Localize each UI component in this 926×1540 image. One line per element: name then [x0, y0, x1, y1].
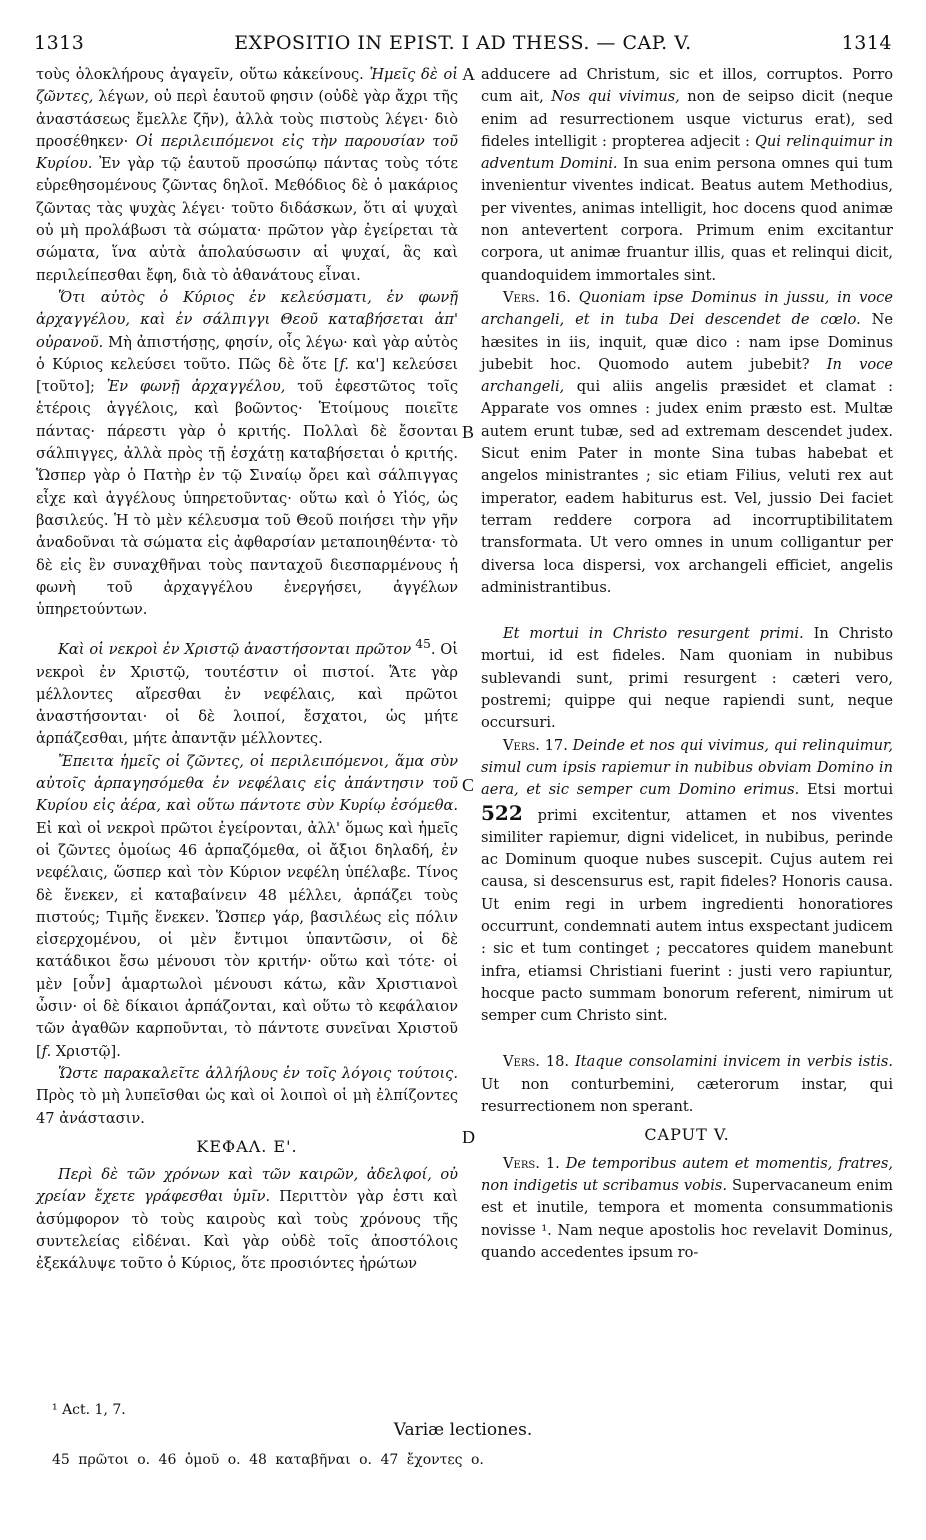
latin-lemma: Qui relinquimur in adventum Domini.: [481, 132, 893, 173]
section-marker-c: C: [462, 775, 475, 795]
greek-lemma: Καὶ οἱ νεκροὶ ἐν Χριστῷ ἀναστήσονται πρῶτον: [58, 641, 412, 659]
greek-paragraph-3: [36, 633, 458, 750]
greek-paragraph-2: [36, 287, 458, 621]
greek-text: Περιττὸν γὰρ ἐστι καὶ ἀσύμφορον τὸ τοὺς καιροὺς καὶ τοὺς χρόνους τῆς συντελείας εἰδέναι. Καὶ γὰρ οὐδὲ τοῖς ἀποστόλοις ἐξεκάλυψε τοῦτο ὁ Κύριος, ὅτε προσιόντες ἠρώτων: [36, 1188, 458, 1273]
latin-lemma: De temporibus autem et momentis, fratres, non indigetis ut scribamus vobis.: [481, 1154, 894, 1194]
greek-lemma: Περὶ δὲ τῶν χρόνων καὶ τῶν καιρῶν, ἀδελφοί, οὐ χρείαν ἔχετε γράφεσθαι ὑμῖν.: [36, 1166, 458, 1206]
latin-paragraph-4: [481, 735, 893, 1028]
latin-text: Ne hæsites in iis, inquit, quæ dico : nam ipse Dominus jubebit hoc. Quomodo autem jubebit?: [481, 311, 893, 373]
latin-text: qui aliis angelis præsidet et clamat : Apparate vos omnes : judex enim præsto est. Multæ autem erunt tubæ, sed ad extremam descendet judex. Sicut enim Pater in monte Sina tubas habebat et angelos ministrantes ; sic etiam Filius, veluti rex aut imperator, eadem habiturus est. Vel, jussio Dei faciet terram reddere corpora ad incorruptibilitatem transformata. Ut vero omnes in unum colligantur per diversa loca dispersi, vox archangeli efficiet, angelis administrantibus.: [481, 378, 893, 596]
latin-text: In sua enim persona omnes qui tum invenientur viventes indicat. Beatus autem Methodius, per viventes, animas intelligit, hoc docens quod animæ non antevertent corpora. Primum enim excitantur corpora, ut animæ fruantur illis, quas et relinqui dicit, quandoquidem immortales sint.: [481, 155, 893, 284]
greek-note: f.: [339, 355, 350, 373]
greek-footnote-ref: 45: [411, 637, 431, 652]
greek-text: Χριστῷ].: [51, 1042, 121, 1060]
greek-lemma: Ἔπειτα ἡμεῖς οἱ ζῶντες, οἱ περιλειπόμενοι, ἅμα σὺν αὐτοῖς ἁρπαγησόμεθα ἐν νεφέλαις εἰς ἀπάντησιν τοῦ Κυρίου εἰς ἀέρα, καὶ οὕτω πάντοτε σὺν Κυρίῳ ἐσόμεθα.: [36, 752, 458, 815]
latin-text: adducere ad Christum, sic et illos, corruptos. Porro cum ait,: [481, 66, 893, 106]
latin-paragraph-6: [481, 1153, 893, 1264]
greek-lemma: Ὅτι αὐτὸς ὁ Κύριος ἐν κελεύσματι, ἐν φωνῇ ἀρχαγγέλου, καὶ ἐν σάλπιγγι Θεοῦ καταβήσεται ἀπ' οὐρανοῦ.: [36, 288, 458, 351]
greek-column: [36, 64, 458, 1276]
column-number: 522: [481, 800, 523, 825]
page-number-left: 1313: [34, 32, 85, 54]
verse-label: Vers. 16.: [503, 288, 571, 306]
page-header: [34, 32, 892, 62]
latin-text: Etsi mortui: [799, 781, 893, 799]
greek-text: τοῦ ἐφεστῶτος τοῖς ἑτέροις ἀγγέλοις, καὶ βοῶντος· Ἑτοίμους ποιεῖτε πάντας· πάρεστι γὰρ ὁ κριτής. Πολλαὶ δὲ ἔσονται σάλπιγγες, ἀλλὰ πρὸς τῇ ἐσχάτῃ καταβήσεται ὁ κριτής. Ὥσπερ γὰρ ὁ Πατὴρ ἐν τῷ Σιναίῳ ὄρει καὶ σάλπιγγας εἶχε καὶ ἀγγέλους ὑπηρετοῦντας· οὕτω καὶ ὁ Υἱός, ὡς βασιλεύς. Ἡ τὸ μὲν κέλευσμα τοῦ Θεοῦ ποιήσει τὴν γῆν ἀναδοῦναι τὰ σώματα εἰς ἀφθαρσίαν μεταποιηθέντα· τὸ δὲ εἰς ἓν συναχθῆναι τοὺς πανταχοῦ διεσπαρμένους ἡ φωνὴ τοῦ ἀρχαγγέλου ἐνεργήσει, ἀγγέλων ὑπηρετούντων.: [36, 378, 458, 619]
page-number-right: 1314: [841, 32, 892, 54]
running-title: EXPOSITIO IN EPIST. I AD THESS. — CAP. V.: [234, 32, 692, 54]
greek-chapter-heading: ΚΕΦΑΛ. Ε'.: [196, 1136, 298, 1156]
greek-text: . Οἱ νεκροὶ ἐν Χριστῷ, τουτέστιν οἱ πιστοί. Ἅτε γὰρ μέλλοντες αἴρεσθαι ἐν νεφέλαις, καὶ πρῶτοι ἀναστήσονται· οἱ δὲ λοιποί, ἔσχατοι, ὡς μήτε ἁρπάζεσθαι, μήτε ἀπαντᾷν μέλλοντες.: [36, 641, 458, 748]
greek-text: κα'] κελεύσει [τοῦτο];: [36, 355, 458, 396]
greek-lemma: Ἡμεῖς δὲ οἱ ζῶντες,: [36, 66, 458, 106]
greek-text: λέγων, οὐ περὶ ἑαυτοῦ φησιν (οὐδὲ γὰρ ἄχρι τῆς ἀναστάσεως ἔμελλε ζῆν), ἀλλὰ τοὺς πιστοὺς λέγει· διὸ προσέθηκεν·: [36, 88, 458, 150]
greek-lemma: Ὥστε παρακαλεῖτε ἀλλήλους ἐν τοῖς λόγοις τούτοις.: [58, 1064, 458, 1082]
latin-text: non de seipso dicit (neque enim ad resurrectionem usque victurus erat), sed fideles intelligit : propterea adjecit :: [481, 88, 893, 150]
greek-paragraph-6: [36, 1164, 458, 1275]
greek-text: Ἐν γὰρ τῷ ἑαυτοῦ προσώπῳ πάντας τοὺς τότε εὑρεθησομένους ζῶντας δηλοῖ. Μεθόδιος δὲ ὁ μακάριος ζῶντας τὰς ψυχὰς λέγει· τοῦτο διδάσκων, ὅτι αἱ ψυχαὶ οὐ μὴ προλάβωσι τὰ σώματα· πρῶτον γὰρ ἐγείρεται τὰ σώματα, ἵνα αὐτὰ ἀπολαύσωσιν αἱ ψυχαί, ἃς καὶ περιλείπεσθαι ἔφη, διὰ τὸ ἀθανάτους εἶναι.: [36, 155, 458, 284]
greek-text: τοὺς ὁλοκλήρους ἀγαγεῖν, οὕτω κἀκείνους.: [36, 66, 370, 83]
latin-lemma: Et mortui in Christo resurgent primi.: [503, 625, 804, 643]
latin-text: Ut non conturbemini, cæterorum instar, qui resurrectionem non sperant.: [481, 1075, 893, 1116]
greek-paragraph-4: [36, 751, 458, 1063]
verse-label: Vers. 18.: [503, 1053, 570, 1071]
latin-text: Supervacaneum enim est et inutile, tempora et momenta consummationis novisse ¹. Nam neque apostolis hoc revelavit Dominus, quando accedentes ipsum ro-: [481, 1176, 893, 1261]
greek-lemma: Οἱ περιλειπόμενοι εἰς τὴν παρουσίαν τοῦ Κυρίου.: [36, 132, 458, 173]
section-marker-b: B: [462, 422, 475, 442]
latin-lemma: Nos qui vivimus,: [551, 88, 680, 106]
latin-text: primi excitentur, attamen et nos viventes similiter rapiemur, digni videlicet, in nubibus, perinde ac Dominum quoque nubes suscepit. Cujus autem rei causa, si descensurus est, rapit fideles? Honoris causa. Ut enim regi in urbem ingredienti honoratiores occurrunt, condemnati autem intus exspectant judicem : sic et tum continget ; peccatores quidem manebunt infra, etiamsi Christiani fuerint : justi vero rapiuntur, hocque pacto summam bonorum referent, nimirum ut semper cum Christo sint.: [481, 806, 893, 1025]
latin-paragraph-1: [481, 64, 893, 287]
greek-text: Πρὸς τὸ μὴ λυπεῖσθαι ὡς καὶ οἱ λοιποὶ οἱ μὴ ἐλπίζοντες 47 ἀνάστασιν.: [36, 1087, 458, 1127]
latin-lemma: Itaque consolamini invicem in verbis istis.: [569, 1053, 893, 1071]
greek-lemma: Ἐν φωνῇ ἀρχαγγέλου,: [106, 378, 286, 396]
greek-text: Εἰ καὶ οἱ νεκροὶ πρῶτοι ἐγείρονται, ἀλλ' ὅμως καὶ ἡμεῖς οἱ ζῶντες ὁμοίως 46 ἁρπαζόμεθα, οἱ ἄξιοι δηλαδή, ἐν νεφέλαις, ὥσπερ καὶ τὸν Κύριον νεφέλη ὑπέλαβε. Τίνος δὲ ἕνεκεν, εἰ καταβαίνειν 48 μέλλει, ἁρπάζει τοὺς πιστούς; Τιμῆς ἕνεκεν. Ὥσπερ γάρ, βασιλέως εἰς πόλιν εἰσερχομένου, οἱ μὲν ἔντιμοι ὑπαντῶσιν, οἱ δὲ κατάδικοι ἔσω μένουσι τὸν κριτήν· οὕτω καὶ τότε· οἱ μὲν [οὖν] ἁμαρτωλοὶ μένουσι κάτω, κἂν Χριστιανοὶ ὦσιν· οἱ δὲ δίκαιοι ἁρπάζονται, καὶ οὕτω τὸ κεφάλαιον τῶν ἀγαθῶν καρποῦνται, τὸ πάντοτε συνεῖναι Χριστοῦ [: [36, 819, 458, 1060]
latin-paragraph-2: [481, 287, 893, 599]
verse-label: Vers. 1.: [503, 1154, 560, 1172]
greek-text: Μὴ ἀπιστήσῃς, φησίν, οἷς λέγω· καὶ γὰρ αὐτὸς ὁ Κύριος κελεύσει τοῦτο. Πῶς δὲ ὅτε [: [36, 333, 458, 373]
variae-lectiones-text: 45 πρῶτοι ο. 46 ὁμοῦ ο. 48 καταβῆναι ο. 47 ἔχοντες ο.: [52, 1452, 484, 1468]
footnote: ¹ Act. 1, 7.: [52, 1402, 126, 1418]
verse-label: Vers. 17.: [503, 736, 568, 754]
latin-lemma: Quoniam ipse Dominus in jussu, in voce archangeli, et in tuba Dei descendet de cœlo.: [481, 288, 893, 329]
latin-text: In Christo mortui, id est fideles. Nam quoniam in nubibus sublevandi sunt, primi resurgent : cæteri vero, postremi; quippe qui neque rapiendi sunt, neque occursuri.: [481, 625, 893, 732]
latin-lemma: Deinde et nos qui vivimus, qui relinquimur, simul cum ipsis rapiemur in nubibus obviam Domino in aera, et sic semper cum Domino erimus.: [481, 736, 893, 799]
greek-paragraph-1: [36, 64, 458, 287]
variae-lectiones-title: Variæ lectiones.: [393, 1420, 533, 1440]
latin-paragraph-3: [481, 623, 893, 734]
latin-paragraph-5: [481, 1051, 893, 1118]
greek-note: f.: [41, 1042, 52, 1060]
latin-chapter-heading: CAPUT V.: [644, 1125, 730, 1145]
greek-paragraph-5: [36, 1063, 458, 1130]
latin-column: [481, 64, 893, 1264]
section-marker-a: A: [462, 64, 475, 84]
section-marker-d: D: [462, 1127, 475, 1147]
latin-lemma: In voce archangeli,: [481, 355, 893, 396]
